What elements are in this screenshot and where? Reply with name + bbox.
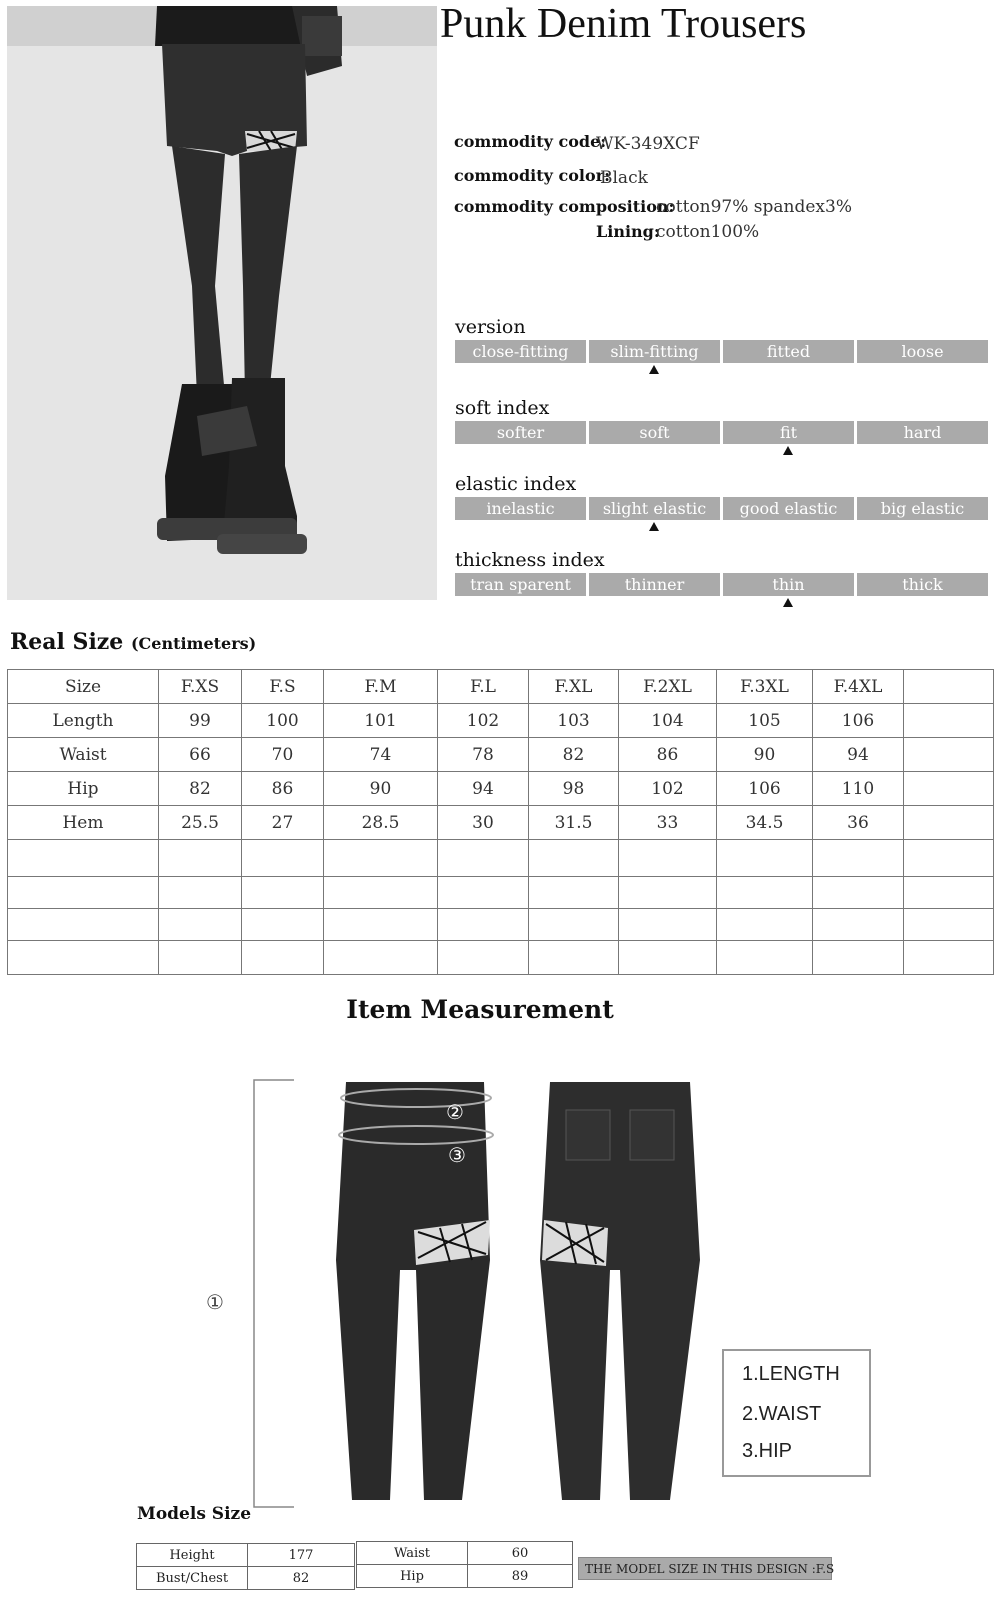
size-header-cell: Size — [8, 670, 159, 704]
index-scale — [455, 340, 988, 363]
index-option: good elastic — [723, 497, 854, 520]
size-cell: 102 — [438, 704, 529, 738]
size-cell: 102 — [619, 772, 717, 806]
size-cell: 34.5 — [717, 806, 813, 840]
size-cell: Hem — [8, 806, 159, 840]
index-option: thinner — [589, 573, 720, 596]
size-cell: 66 — [159, 738, 242, 772]
legend-waist: 2.WAIST — [742, 1403, 822, 1425]
back-trousers-illustration — [540, 1082, 700, 1500]
size-cell — [619, 840, 717, 877]
composition-label: commodity composition: — [454, 197, 675, 216]
size-cell — [438, 840, 529, 877]
size-cell: 25.5 — [159, 806, 242, 840]
size-header-cell — [904, 670, 994, 704]
size-cell: 74 — [324, 738, 438, 772]
index-title: version — [455, 316, 526, 338]
size-cell: 28.5 — [324, 806, 438, 840]
size-cell: 30 — [438, 806, 529, 840]
size-cell: 98 — [529, 772, 619, 806]
size-table-row — [8, 877, 994, 909]
size-cell: 27 — [242, 806, 324, 840]
size-cell: 86 — [619, 738, 717, 772]
size-header-cell: F.M — [324, 670, 438, 704]
model-legs-illustration — [7, 6, 437, 600]
size-cell — [904, 704, 994, 738]
legend-hip: 3.HIP — [742, 1440, 793, 1462]
size-header-cell: F.XL — [529, 670, 619, 704]
size-table-row — [8, 704, 994, 738]
size-cell — [242, 877, 324, 909]
measurement-title: Item Measurement — [346, 995, 614, 1024]
size-cell — [904, 941, 994, 975]
size-cell — [8, 941, 159, 975]
index-scale — [455, 497, 988, 520]
color-value: Black — [600, 168, 648, 188]
index-marker-triangle — [649, 365, 659, 374]
size-table — [7, 669, 994, 975]
index-option: soft — [589, 421, 720, 444]
size-table-row — [8, 738, 994, 772]
size-cell — [717, 909, 813, 941]
index-option: slight elastic — [589, 497, 720, 520]
size-cell — [8, 877, 159, 909]
size-cell: 99 — [159, 704, 242, 738]
models-table-left — [136, 1543, 355, 1590]
size-cell — [904, 909, 994, 941]
size-cell: 106 — [813, 704, 904, 738]
index-option: softer — [455, 421, 586, 444]
height-value: 177 — [248, 1544, 355, 1567]
waist-value: 60 — [468, 1542, 573, 1565]
size-cell: 86 — [242, 772, 324, 806]
product-photo — [7, 6, 437, 600]
index-marker-triangle — [783, 598, 793, 607]
size-cell — [159, 877, 242, 909]
size-table-row — [8, 909, 994, 941]
size-cell — [904, 806, 994, 840]
size-cell — [438, 909, 529, 941]
size-cell — [717, 840, 813, 877]
index-title: soft index — [455, 397, 550, 419]
size-cell — [904, 840, 994, 877]
size-header-cell: F.S — [242, 670, 324, 704]
size-table-row — [8, 941, 994, 975]
size-cell — [813, 941, 904, 975]
composition-value: cotton97% spandex3% — [656, 197, 852, 217]
index-scale — [455, 421, 988, 444]
size-cell: 31.5 — [529, 806, 619, 840]
index-soft — [455, 397, 988, 455]
trousers-diagram — [200, 1070, 720, 1510]
index-option: slim-fitting — [589, 340, 720, 363]
size-cell — [619, 877, 717, 909]
size-cell — [619, 909, 717, 941]
size-cell — [324, 941, 438, 975]
hip-value: 89 — [468, 1565, 573, 1588]
size-cell: 36 — [813, 806, 904, 840]
size-cell — [324, 909, 438, 941]
index-thickness — [455, 549, 988, 607]
index-option: big elastic — [857, 497, 988, 520]
size-header-cell: F.L — [438, 670, 529, 704]
lining-label: Lining: — [596, 222, 660, 241]
size-cell — [813, 877, 904, 909]
measurement-legend — [722, 1349, 871, 1477]
code-value: WK-349XCF — [596, 134, 700, 154]
index-marker-triangle — [649, 522, 659, 531]
size-cell: Length — [8, 704, 159, 738]
real-size-heading: Real Size — [10, 629, 124, 655]
real-size-unit: (Centimeters) — [130, 634, 257, 653]
hip-label: Hip — [357, 1565, 468, 1588]
size-cell — [324, 840, 438, 877]
size-cell: 90 — [717, 738, 813, 772]
size-cell: 100 — [242, 704, 324, 738]
models-size-title: Models Size — [137, 1504, 252, 1524]
index-option: thick — [857, 573, 988, 596]
size-cell — [529, 877, 619, 909]
index-option: inelastic — [455, 497, 586, 520]
bust-label: Bust/Chest — [137, 1567, 248, 1590]
size-cell: 94 — [438, 772, 529, 806]
size-cell: 101 — [324, 704, 438, 738]
size-cell — [8, 840, 159, 877]
product-title: Punk Denim Trousers — [440, 1, 807, 47]
size-cell — [159, 909, 242, 941]
size-cell — [242, 909, 324, 941]
code-label: commodity code: — [454, 132, 607, 151]
waist-label: Waist — [357, 1542, 468, 1565]
length-marker: ① — [206, 1290, 224, 1314]
size-cell — [717, 941, 813, 975]
size-cell: 82 — [529, 738, 619, 772]
real-size-title — [10, 629, 256, 655]
index-option: hard — [857, 421, 988, 444]
size-table-row — [8, 840, 994, 877]
size-cell — [904, 738, 994, 772]
size-cell — [159, 941, 242, 975]
legend-length: 1.LENGTH — [742, 1363, 840, 1385]
index-option: close-fitting — [455, 340, 586, 363]
bust-value: 82 — [248, 1567, 355, 1590]
size-cell: 82 — [159, 772, 242, 806]
size-cell: 78 — [438, 738, 529, 772]
size-cell: 70 — [242, 738, 324, 772]
size-cell — [904, 877, 994, 909]
models-table-right — [356, 1541, 573, 1588]
size-cell: 90 — [324, 772, 438, 806]
size-cell — [619, 941, 717, 975]
index-option: loose — [857, 340, 988, 363]
index-option: fit — [723, 421, 854, 444]
index-version — [455, 316, 988, 374]
size-cell — [529, 840, 619, 877]
size-cell — [242, 840, 324, 877]
index-marker-triangle — [783, 446, 793, 455]
height-label: Height — [137, 1544, 248, 1567]
size-cell: Waist — [8, 738, 159, 772]
model-size-note: THE MODEL SIZE IN THIS DESIGN :F.S — [578, 1557, 832, 1580]
size-cell — [904, 772, 994, 806]
size-cell: 106 — [717, 772, 813, 806]
front-trousers-illustration — [336, 1082, 493, 1500]
size-cell — [438, 877, 529, 909]
index-elastic — [455, 473, 988, 531]
size-cell — [813, 840, 904, 877]
size-cell — [8, 909, 159, 941]
index-option: thin — [723, 573, 854, 596]
color-label: commodity color: — [454, 166, 610, 185]
index-option: fitted — [723, 340, 854, 363]
lining-value: cotton100% — [656, 222, 760, 242]
size-cell — [159, 840, 242, 877]
size-cell — [438, 941, 529, 975]
index-title: elastic index — [455, 473, 577, 495]
size-table-row — [8, 806, 994, 840]
size-header-cell: F.3XL — [717, 670, 813, 704]
size-table-header — [8, 670, 994, 704]
size-table-row — [8, 772, 994, 806]
size-cell: 105 — [717, 704, 813, 738]
size-cell: 94 — [813, 738, 904, 772]
size-cell — [324, 877, 438, 909]
size-cell — [717, 877, 813, 909]
size-header-cell: F.XS — [159, 670, 242, 704]
size-cell: 103 — [529, 704, 619, 738]
size-cell — [529, 941, 619, 975]
size-cell: 110 — [813, 772, 904, 806]
size-cell: 33 — [619, 806, 717, 840]
index-option: tran sparent — [455, 573, 586, 596]
index-scale — [455, 573, 988, 596]
hip-marker: ③ — [448, 1143, 466, 1167]
size-cell: 104 — [619, 704, 717, 738]
waist-marker: ② — [446, 1100, 464, 1124]
size-cell — [242, 941, 324, 975]
size-header-cell: F.4XL — [813, 670, 904, 704]
size-header-cell: F.2XL — [619, 670, 717, 704]
index-title: thickness index — [455, 549, 605, 571]
size-cell — [529, 909, 619, 941]
size-cell — [813, 909, 904, 941]
size-cell: Hip — [8, 772, 159, 806]
